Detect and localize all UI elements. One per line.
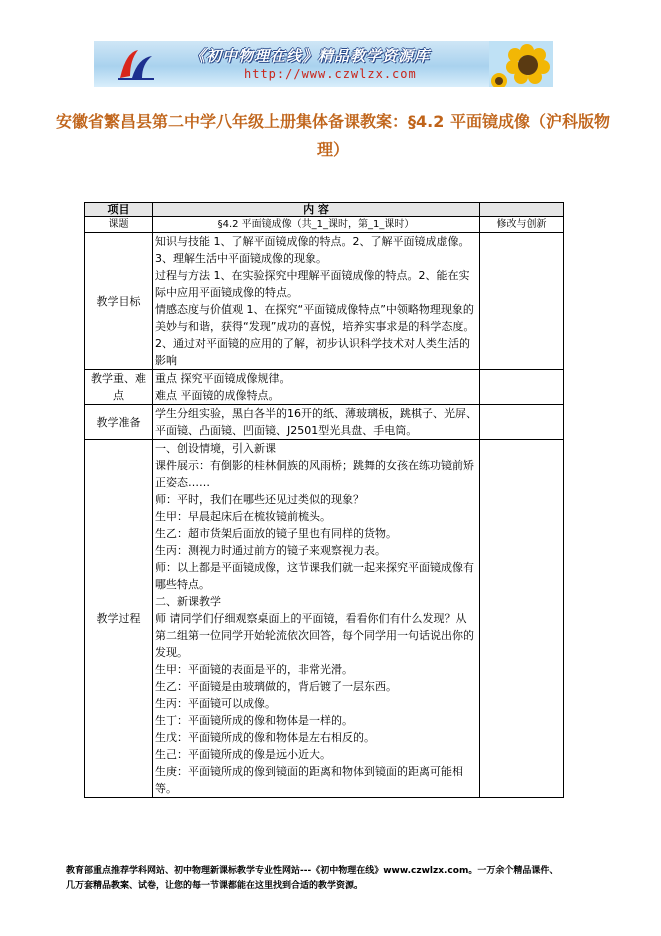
process-line: 生乙：平面镜是由玻璃做的，背后镀了一层东西。 [155, 680, 397, 693]
site-logo-icon [116, 46, 156, 82]
table-row-topic [85, 217, 564, 233]
process-line: 生丙：平面镜可以成像。 [155, 697, 276, 710]
process-line: 二、新课教学 [155, 595, 221, 608]
preparation-revision-cell[interactable] [480, 405, 564, 440]
goals-label: 教学目标 [85, 233, 153, 370]
banner-url[interactable]: http://www.czwlzx.com [244, 67, 417, 81]
process-line: 生庚：平面镜所成的像到镜面的距离和物体到镜面的距离可能相等。 [155, 765, 463, 795]
key-points-revision-cell[interactable] [480, 370, 564, 405]
goals-revision-cell[interactable] [480, 233, 564, 370]
lesson-plan-table [84, 202, 564, 798]
process-line: 生甲：早晨起床后在梳妆镜前梳头。 [155, 510, 331, 523]
process-content [153, 440, 480, 798]
sunflower-icon [489, 41, 553, 87]
table-row-preparation [85, 405, 564, 440]
process-line: 师：以上都是平面镜成像，这节课我们就一起来探究平面镜成像有哪些特点。 [155, 561, 474, 591]
goal-line: 情感态度与价值观 1、在探究“平面镜成像特点”中领略物理现象的美妙与和谐，获得“发现”成功的喜悦，培养实事求是的科学态度。2、通过对平面镜的应用的了解，初步认识科学技术对人类生活的影响 [155, 303, 475, 367]
key-points-content [153, 370, 480, 405]
footer-line: 几万套精品教案、试卷，让您的每一节课都能在这里找到合适的教学资源。 [66, 881, 364, 891]
process-label: 教学过程 [85, 440, 153, 798]
document-title: 安徽省繁昌县第二中学八年级上册集体备课教案：§4.2 平面镜成像（沪科版物理） [56, 112, 610, 159]
table-row-goals [85, 233, 564, 370]
topic-label: 课题 [85, 217, 153, 233]
process-line: 生戊：平面镜所成的像和物体是左右相反的。 [155, 731, 375, 744]
process-line: 生己：平面镜所成的像是远小近大。 [155, 748, 331, 761]
footer-line: 教育部重点推荐学科网站、初中物理新课标教学专业性网站---《初中物理在线》www.czwlzx.com。一万余个精品课件、 [66, 866, 559, 876]
process-line: 生乙：超市货架后面放的镜子里也有同样的货物。 [155, 527, 397, 540]
topic-content: §4.2 平面镜成像（共_1_课时，第_1_课时） [153, 217, 480, 233]
process-line: 生丁：平面镜所成的像和物体是一样的。 [155, 714, 353, 727]
table-row-process [85, 440, 564, 798]
preparation-content [153, 405, 480, 440]
goals-content [153, 233, 480, 370]
page-footer [66, 864, 606, 894]
goal-line: 知识与技能 1、了解平面镜成像的特点。2、了解平面镜成虚像。3、理解生活中平面镜成像的现象。 [155, 235, 470, 265]
goal-line: 过程与方法 1、在实验探究中理解平面镜成像的特点。2、能在实际中应用平面镜成像的特点。 [155, 269, 470, 299]
table-row-key-points [85, 370, 564, 405]
header-content: 内 容 [153, 203, 480, 217]
process-line: 师：平时，我们在哪些还见过类似的现象？ [155, 493, 364, 506]
site-banner[interactable] [94, 41, 553, 87]
preparation-label: 教学准备 [85, 405, 153, 440]
header-item: 项目 [85, 203, 153, 217]
header-blank [480, 203, 564, 217]
key-points-label: 教学重、难点 [85, 370, 153, 405]
key-point-line: 难点 平面镜的成像特点。 [155, 389, 280, 402]
process-line: 生丙：测视力时通过前方的镜子来观察视力表。 [155, 544, 386, 557]
table-header-row [85, 203, 564, 217]
process-line: 生甲：平面镜的表面是平的，非常光滑。 [155, 663, 353, 676]
process-line: 课件展示：有倒影的桂林侗族的风雨桥；跳舞的女孩在练功镜前矫正姿态…… [155, 459, 474, 489]
process-revision-cell[interactable] [480, 440, 564, 798]
banner-title: 《初中物理在线》精品教学资源库 [190, 47, 431, 65]
preparation-line: 学生分组实验，黑白各半的16开的纸、薄玻璃板，跳棋子、光屏、平面镜、凸面镜、凹面镜、J2501型光具盘、手电筒。 [155, 407, 477, 437]
process-line: 师 请同学们仔细观察桌面上的平面镜，看看你们有什么发现？从第二组第一位同学开始轮流依次回答，每个同学用一句话说出你的发现。 [155, 612, 474, 659]
revision-note-header: 修改与创新 [480, 217, 564, 233]
process-line: 一、创设情境，引入新课 [155, 442, 276, 455]
key-point-line: 重点 探究平面镜成像规律。 [155, 372, 291, 385]
